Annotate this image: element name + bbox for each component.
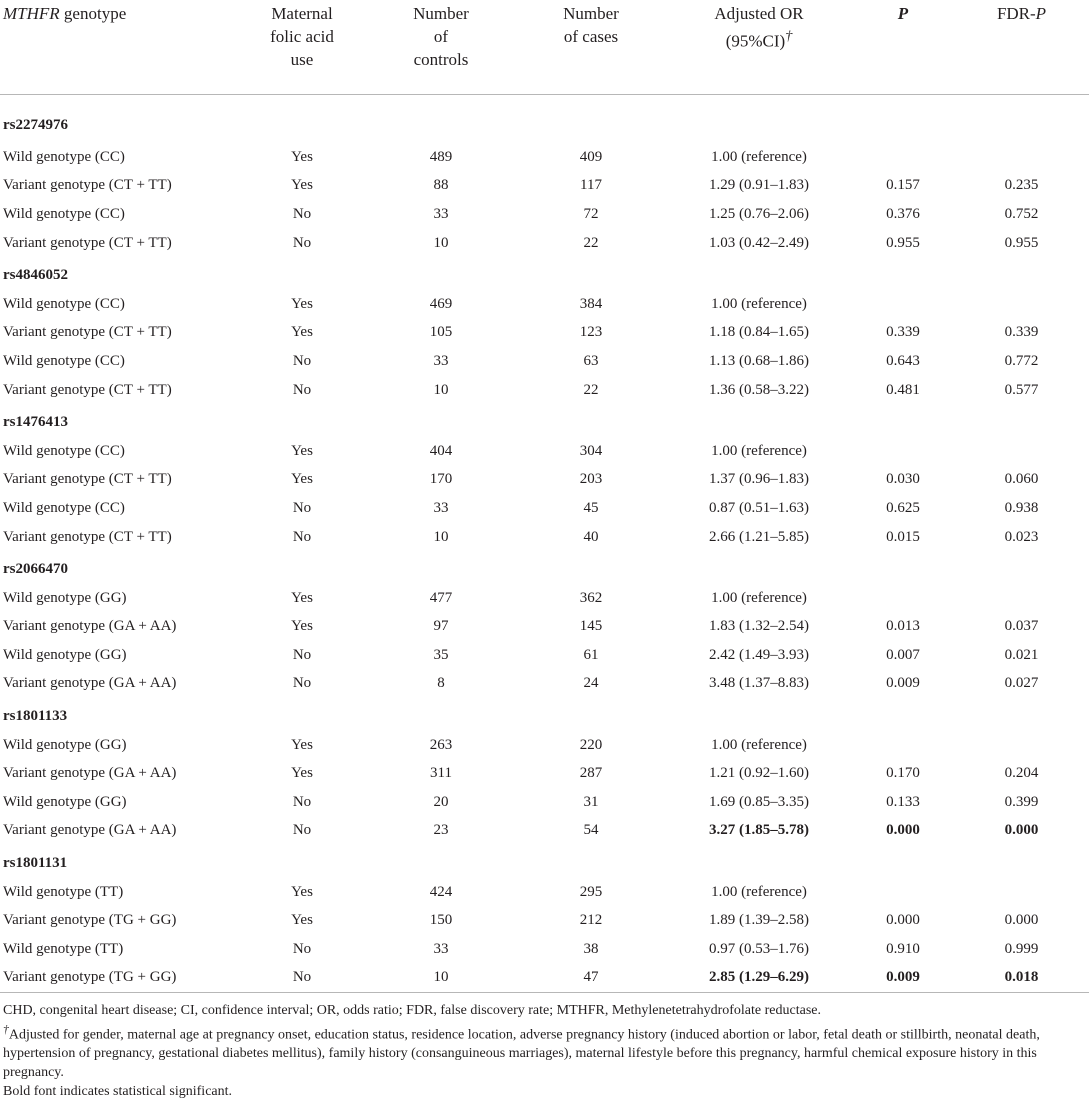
cell-folic-acid: No xyxy=(292,381,312,398)
cell-controls: 23 xyxy=(433,822,449,839)
cell-p: 0.013 xyxy=(886,618,920,635)
cell-folic-acid: No xyxy=(292,528,312,545)
cell-adjusted-or: 1.25 (0.76–2.06) xyxy=(709,205,809,222)
table-row xyxy=(0,436,1089,465)
cell-cases: 22 xyxy=(583,234,599,251)
cell-folic-acid: Yes xyxy=(291,148,313,165)
cell-fdr-p: 0.027 xyxy=(1004,675,1039,692)
cell-p: 0.955 xyxy=(886,234,920,251)
cell-adjusted-or: 1.83 (1.32–2.54) xyxy=(709,618,809,635)
cell-controls: 489 xyxy=(429,148,453,165)
cell-controls: 10 xyxy=(433,381,449,398)
cell-fdr-p: 0.938 xyxy=(1004,499,1039,516)
cell-p: 0.009 xyxy=(886,675,920,692)
cell-p: 0.625 xyxy=(886,499,920,516)
cell-adjusted-or: 1.00 (reference) xyxy=(711,148,807,165)
table-row xyxy=(0,171,1089,200)
cell-fdr-p: 0.060 xyxy=(1004,471,1039,488)
table-row xyxy=(0,347,1089,376)
cell-p: 0.133 xyxy=(886,793,920,810)
table-row xyxy=(0,877,1089,906)
cell-folic-acid: No xyxy=(292,646,312,663)
cell-cases: 63 xyxy=(583,352,599,369)
table-row xyxy=(0,318,1089,347)
table-row xyxy=(0,906,1089,935)
cell-adjusted-or: 1.37 (0.96–1.83) xyxy=(709,471,809,488)
cell-controls: 33 xyxy=(433,205,449,222)
cell-fdr-p: 0.955 xyxy=(1004,234,1039,251)
cell-adjusted-or: 0.97 (0.53–1.76) xyxy=(709,940,809,957)
cell-adjusted-or: 1.18 (0.84–1.65) xyxy=(709,324,809,341)
cell-adjusted-or: 3.48 (1.37–8.83) xyxy=(709,675,809,692)
cell-controls: 33 xyxy=(433,499,449,516)
cell-genotype: Variant genotype (GA + AA) xyxy=(3,675,177,692)
cell-cases: 145 xyxy=(579,618,603,635)
cell-fdr-p: 0.000 xyxy=(1004,912,1039,929)
cell-folic-acid: Yes xyxy=(291,736,313,753)
cell-cases: 31 xyxy=(583,793,599,810)
cell-folic-acid: Yes xyxy=(291,177,313,194)
cell-adjusted-or: 3.27 (1.85–5.78) xyxy=(709,822,809,839)
cell-controls: 33 xyxy=(433,940,449,957)
table-row xyxy=(0,759,1089,788)
cell-genotype: Wild genotype (CC) xyxy=(3,205,125,222)
cell-cases: 54 xyxy=(583,822,599,839)
cell-fdr-p: 0.999 xyxy=(1004,940,1039,957)
cell-controls: 10 xyxy=(366,963,516,992)
cell-fdr-p: 0.752 xyxy=(1004,205,1039,222)
cell-genotype: Variant genotype (CT + TT) xyxy=(3,177,172,194)
cell-adjusted-or: 2.66 (1.21–5.85) xyxy=(709,528,809,545)
cell-p: 0.157 xyxy=(886,177,920,194)
cell-p xyxy=(852,730,954,759)
cell-genotype: Variant genotype (TG + GG) xyxy=(0,963,238,992)
cell-fdr-p: 0.037 xyxy=(1004,618,1039,635)
cell-p xyxy=(852,289,954,318)
cell-controls: 311 xyxy=(430,765,452,782)
table-row xyxy=(0,816,1089,845)
cell-genotype: Variant genotype (GA + AA) xyxy=(3,822,177,839)
table-row xyxy=(0,935,1089,964)
cell-adjusted-or: 1.00 (reference) xyxy=(711,295,807,312)
table-row xyxy=(0,143,1089,172)
table-row xyxy=(0,494,1089,523)
header-p: P xyxy=(897,4,909,23)
cell-folic-acid: Yes xyxy=(291,442,313,459)
cell-p: 0.000 xyxy=(886,822,920,839)
cell-cases: 24 xyxy=(583,675,599,692)
cell-genotype: Wild genotype (GG) xyxy=(3,736,127,753)
cell-folic-acid: Yes xyxy=(291,324,313,341)
cell-cases: 212 xyxy=(579,912,603,929)
table-row xyxy=(0,465,1089,494)
section-row xyxy=(0,257,1089,290)
section-row xyxy=(0,845,1089,878)
cell-controls: 8 xyxy=(437,675,445,692)
cell-fdr-p: 0.399 xyxy=(1004,793,1039,810)
table-row xyxy=(0,963,1089,992)
table-row xyxy=(0,289,1089,318)
table-row xyxy=(0,612,1089,641)
cell-p: 0.015 xyxy=(886,528,920,545)
cell-cases: 40 xyxy=(583,528,599,545)
cell-adjusted-or: 1.00 (reference) xyxy=(711,589,807,606)
snp-label: rs2274976 xyxy=(3,116,68,133)
cell-cases: 22 xyxy=(583,381,599,398)
cell-adjusted-or: 1.36 (0.58–3.22) xyxy=(709,381,809,398)
cell-folic-acid: Yes xyxy=(291,765,313,782)
cell-folic-acid: No xyxy=(292,234,312,251)
cell-genotype: Variant genotype (CT + TT) xyxy=(3,234,172,251)
table-row xyxy=(0,200,1089,229)
cell-p: 0.339 xyxy=(886,324,920,341)
cell-folic-acid: No xyxy=(292,940,312,957)
header-genotype: MTHFR genotype xyxy=(3,4,127,23)
section-row xyxy=(0,551,1089,584)
cell-fdr-p: 0.339 xyxy=(1004,324,1039,341)
table-row xyxy=(0,788,1089,817)
cell-adjusted-or: 1.00 (reference) xyxy=(711,442,807,459)
cell-fdr-p: 0.021 xyxy=(1004,646,1039,663)
table-body xyxy=(0,94,1089,992)
table-row xyxy=(0,669,1089,698)
cell-p xyxy=(852,583,954,612)
table-row xyxy=(0,583,1089,612)
cell-adjusted-or: 1.13 (0.68–1.86) xyxy=(709,352,809,369)
header-adjusted-or: Adjusted OR (95%CI)† xyxy=(714,4,804,51)
cell-folic-acid: No xyxy=(292,352,312,369)
cell-cases: 287 xyxy=(579,765,603,782)
cell-cases: 409 xyxy=(579,148,603,165)
cell-genotype: Wild genotype (CC) xyxy=(3,295,125,312)
cell-genotype: Variant genotype (CT + TT) xyxy=(3,381,172,398)
cell-controls: 105 xyxy=(429,324,453,341)
cell-folic-acid: No xyxy=(292,205,312,222)
cell-cases: 362 xyxy=(579,589,603,606)
cell-fdr-p xyxy=(954,143,1089,172)
cell-cases: 72 xyxy=(583,205,599,222)
cell-controls: 263 xyxy=(429,736,453,753)
cell-cases: 203 xyxy=(579,471,603,488)
cell-controls: 150 xyxy=(429,912,453,929)
header-controls: Number of controls xyxy=(413,4,469,69)
cell-folic-acid: No xyxy=(292,675,312,692)
cell-fdr-p xyxy=(954,877,1089,906)
cell-fdr-p: 0.018 xyxy=(954,963,1089,992)
cell-genotype: Wild genotype (CC) xyxy=(3,499,125,516)
table-row xyxy=(0,522,1089,551)
cell-adjusted-or: 0.87 (0.51–1.63) xyxy=(709,499,809,516)
snp-label: rs1801131 xyxy=(3,855,68,872)
cell-cases: 117 xyxy=(580,177,602,194)
cell-cases: 384 xyxy=(579,295,603,312)
table-row xyxy=(0,375,1089,404)
cell-p: 0.009 xyxy=(852,963,954,992)
cell-folic-acid: No xyxy=(238,963,366,992)
cell-controls: 10 xyxy=(433,528,449,545)
cell-adjusted-or: 1.21 (0.92–1.60) xyxy=(709,765,809,782)
cell-fdr-p: 0.000 xyxy=(1004,822,1039,839)
cell-fdr-p xyxy=(954,289,1089,318)
cell-genotype: Wild genotype (TT) xyxy=(3,883,124,900)
snp-label: rs2066470 xyxy=(3,561,68,578)
section-row xyxy=(0,404,1089,437)
cell-cases: 304 xyxy=(579,442,603,459)
cell-p: 0.007 xyxy=(886,646,920,663)
cell-adjusted-or: 1.69 (0.85–3.35) xyxy=(709,793,809,810)
cell-p xyxy=(852,436,954,465)
table-row xyxy=(0,228,1089,257)
cell-adjusted-or: 1.00 (reference) xyxy=(711,883,807,900)
cell-p: 0.170 xyxy=(886,765,920,782)
cell-p xyxy=(852,877,954,906)
cell-p: 0.030 xyxy=(886,471,920,488)
cell-adjusted-or: 1.00 (reference) xyxy=(711,736,807,753)
cell-fdr-p xyxy=(954,436,1089,465)
cell-controls: 97 xyxy=(433,618,449,635)
cell-controls: 20 xyxy=(433,793,449,810)
cell-folic-acid: Yes xyxy=(291,912,313,929)
cell-cases: 61 xyxy=(583,646,599,663)
cell-fdr-p xyxy=(954,583,1089,612)
header-folic-acid: Maternal folic acid use xyxy=(270,4,334,69)
section-row xyxy=(0,94,1089,143)
cell-genotype: Wild genotype (GG) xyxy=(3,646,127,663)
cell-folic-acid: Yes xyxy=(291,883,313,900)
cell-controls: 88 xyxy=(433,177,449,194)
cell-genotype: Variant genotype (CT + TT) xyxy=(3,471,172,488)
cell-genotype: Wild genotype (GG) xyxy=(3,589,127,606)
cell-cases: 45 xyxy=(583,499,599,516)
cell-genotype: Wild genotype (CC) xyxy=(3,148,125,165)
footnote-bold: Bold font indicates statistical significant. xyxy=(3,1084,233,1100)
cell-cases: 47 xyxy=(516,963,666,992)
table-row xyxy=(0,641,1089,670)
cell-genotype: Variant genotype (CT + TT) xyxy=(3,528,172,545)
cell-folic-acid: No xyxy=(292,822,312,839)
cell-fdr-p xyxy=(954,730,1089,759)
cell-folic-acid: Yes xyxy=(291,589,313,606)
cell-genotype: Variant genotype (TG + GG) xyxy=(3,912,177,929)
cell-genotype: Wild genotype (TT) xyxy=(3,940,124,957)
cell-adjusted-or: 1.89 (1.39–2.58) xyxy=(709,912,809,929)
cell-adjusted-or: 2.42 (1.49–3.93) xyxy=(709,646,809,663)
table-footnotes xyxy=(0,993,1089,1101)
cell-controls: 424 xyxy=(429,883,453,900)
cell-p: 0.643 xyxy=(886,352,920,369)
cell-controls: 35 xyxy=(433,646,449,663)
cell-genotype: Wild genotype (CC) xyxy=(3,352,125,369)
cell-fdr-p: 0.577 xyxy=(1004,381,1039,398)
snp-label: rs1801133 xyxy=(3,708,68,725)
footnote-abbreviations: CHD, congenital heart disease; CI, confidence interval; OR, odds ratio; FDR, false discovery rate; MTHFR, Methylenetetrahydrofolate reductase. xyxy=(3,1002,821,1018)
cell-p: 0.376 xyxy=(886,205,920,222)
section-row xyxy=(0,698,1089,731)
cell-adjusted-or: 1.03 (0.42–2.49) xyxy=(709,234,809,251)
cell-folic-acid: Yes xyxy=(291,295,313,312)
cell-folic-acid: Yes xyxy=(291,618,313,635)
cell-controls: 170 xyxy=(429,471,453,488)
cell-p: 0.910 xyxy=(886,940,920,957)
table-row xyxy=(0,730,1089,759)
header-fdr-p: FDR-P xyxy=(996,4,1047,23)
cell-folic-acid: No xyxy=(292,793,312,810)
snp-label: rs1476413 xyxy=(3,414,68,431)
cell-controls: 404 xyxy=(429,442,453,459)
cell-adjusted-or: 2.85 (1.29–6.29) xyxy=(666,963,852,992)
cell-fdr-p: 0.772 xyxy=(1004,352,1039,369)
cell-p: 0.000 xyxy=(886,912,920,929)
cell-genotype: Variant genotype (GA + AA) xyxy=(3,618,177,635)
cell-genotype: Variant genotype (CT + TT) xyxy=(3,324,172,341)
cell-genotype: Wild genotype (GG) xyxy=(3,793,127,810)
cell-folic-acid: No xyxy=(292,499,312,516)
cell-genotype: Variant genotype (GA + AA) xyxy=(3,765,177,782)
cell-adjusted-or: 1.29 (0.91–1.83) xyxy=(709,177,809,194)
cell-fdr-p: 0.204 xyxy=(1004,765,1039,782)
cell-cases: 220 xyxy=(579,736,603,753)
cell-fdr-p: 0.235 xyxy=(1004,177,1039,194)
cell-cases: 295 xyxy=(579,883,603,900)
snp-label: rs4846052 xyxy=(3,267,68,284)
cell-controls: 477 xyxy=(429,589,453,606)
footnote-adjusted: †Adjusted for gender, maternal age at pregnancy onset, education status, residence location, adverse pregnancy history (induced abortion or labor, fetal death or stillbirth, neonatal death, hypertension of pregnancy, gestational diabetes mellitus), family history (consanguineous marriages), maternal lifestyle before this pregnancy, harmful chemical exposure history in this pregnancy. xyxy=(3,1022,1040,1081)
cell-fdr-p: 0.023 xyxy=(1004,528,1039,545)
cell-cases: 38 xyxy=(583,940,599,957)
cell-controls: 469 xyxy=(429,295,453,312)
cell-cases: 123 xyxy=(579,324,603,341)
cell-p xyxy=(852,143,954,172)
cell-genotype: Wild genotype (CC) xyxy=(3,442,125,459)
table-header xyxy=(0,0,1089,94)
cell-controls: 10 xyxy=(433,234,449,251)
header-cases: Number of cases xyxy=(563,4,619,46)
cell-p: 0.481 xyxy=(886,381,920,398)
cell-controls: 33 xyxy=(433,352,449,369)
cell-folic-acid: Yes xyxy=(291,471,313,488)
